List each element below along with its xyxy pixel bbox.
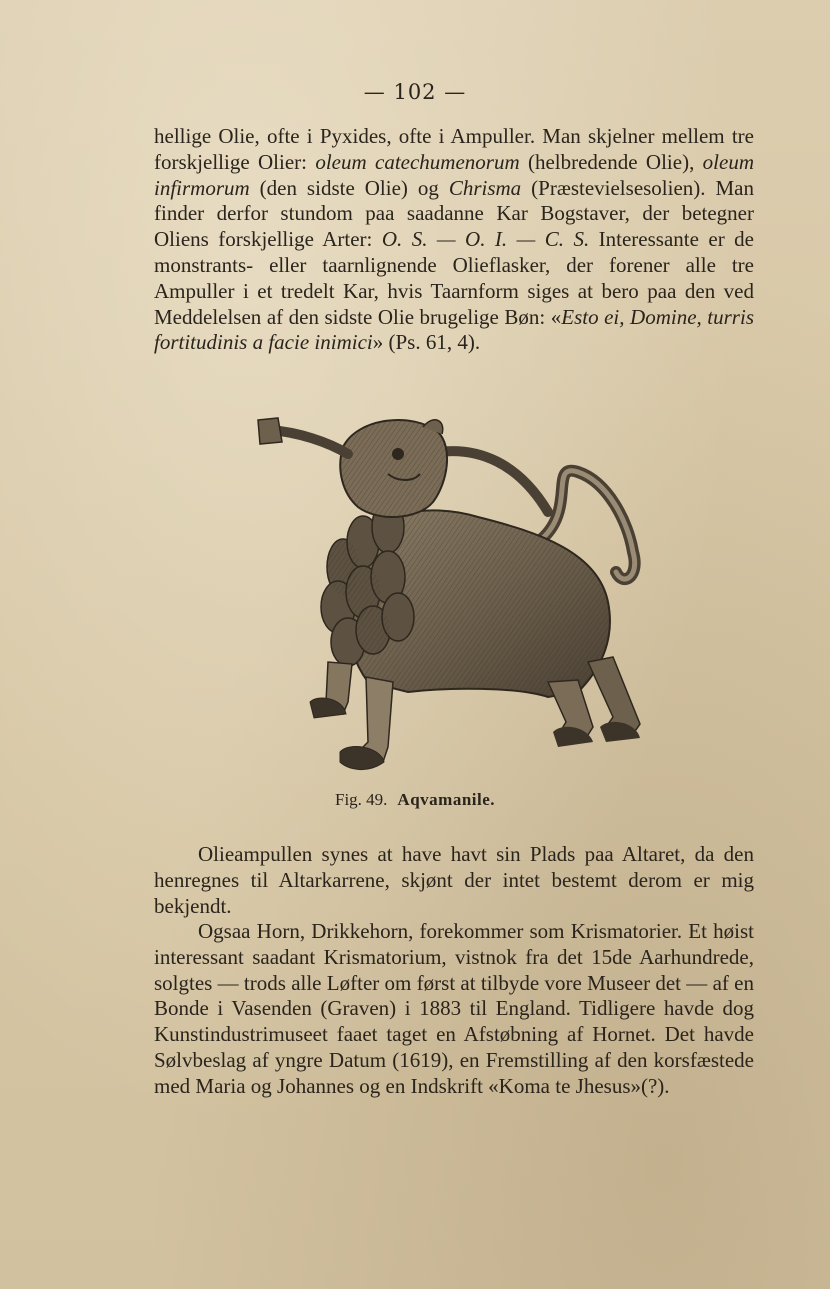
figure-caption <box>0 790 830 810</box>
latin-term: oleum catechumenorum <box>315 149 520 174</box>
text-segment: (den sidste Olie) og <box>249 175 449 200</box>
aquamanile-figure <box>248 402 658 790</box>
paragraph-oils <box>154 124 754 356</box>
latin-term: Chrisma <box>448 175 522 200</box>
abbreviations: O. S. — O. I. — C. S. <box>381 227 590 252</box>
paragraph-ampulla <box>154 842 754 919</box>
paragraph-horns <box>154 919 754 1100</box>
text-segment: (Præstevielsesolien). Man finder derfor stundom paa saadanne Kar Bogstaver, der betegner Oliens forskjellige Arter: <box>154 175 755 252</box>
page-number: — 102 — <box>363 80 467 104</box>
aquamanile-lion-icon <box>248 402 658 790</box>
latin-term: oleum infirmorum <box>154 149 754 200</box>
text-segment: » (Ps. 61, 4). <box>372 330 481 355</box>
paragraph-oils-text <box>154 124 754 356</box>
paragraph-horns-text: Ogsaa Horn, Drikkehorn, forekommer som Krismatorier. Et høist interessant saadant Krismatorium, vistnok fra det 15de Aarhundrede, solgtes — trods alle Løfter om først at tilbyde vore Museer det — af en Bonde i Vasenden (Graven) i 1883 til England. Tidligere havde dog Kunstindustrimuseet faaet taget en Afstøbning af Hornet. Det havde Sølvbeslag af yngre Datum (1619), en Fremstilling af den korsfæstede med Maria og Johannes og en Indskrift «Koma te Jhesus»(?). <box>154 919 754 1098</box>
latin-quote: Esto ei, Domine, turris fortitudinis a facie inimici <box>154 304 754 355</box>
text-segment: hellige Olie, ofte i Pyxides, ofte i Ampuller. Man skjelner mellem tre forskjellige Olier: <box>154 124 754 174</box>
text-segment: (helbredende Olie), <box>519 149 703 174</box>
figure-title: Aqvamanile. <box>397 790 496 809</box>
text-segment: Interessante er de monstrants- eller taarnlignende Olieflasker, der forener alle tre Ampuller i et tredelt Kar, hvis Taarnform siges at bero paa den ved Meddelelsen af den sidste Olie brugelige Bøn: « <box>154 227 754 329</box>
paragraph-ampulla-text: Olieampullen synes at have havt sin Plads paa Altaret, da den henregnes til Altarkarrene, skjønt der intet bestemt derom er mig bekjendt. <box>154 842 754 918</box>
figure-label: Fig. 49. <box>334 790 388 809</box>
